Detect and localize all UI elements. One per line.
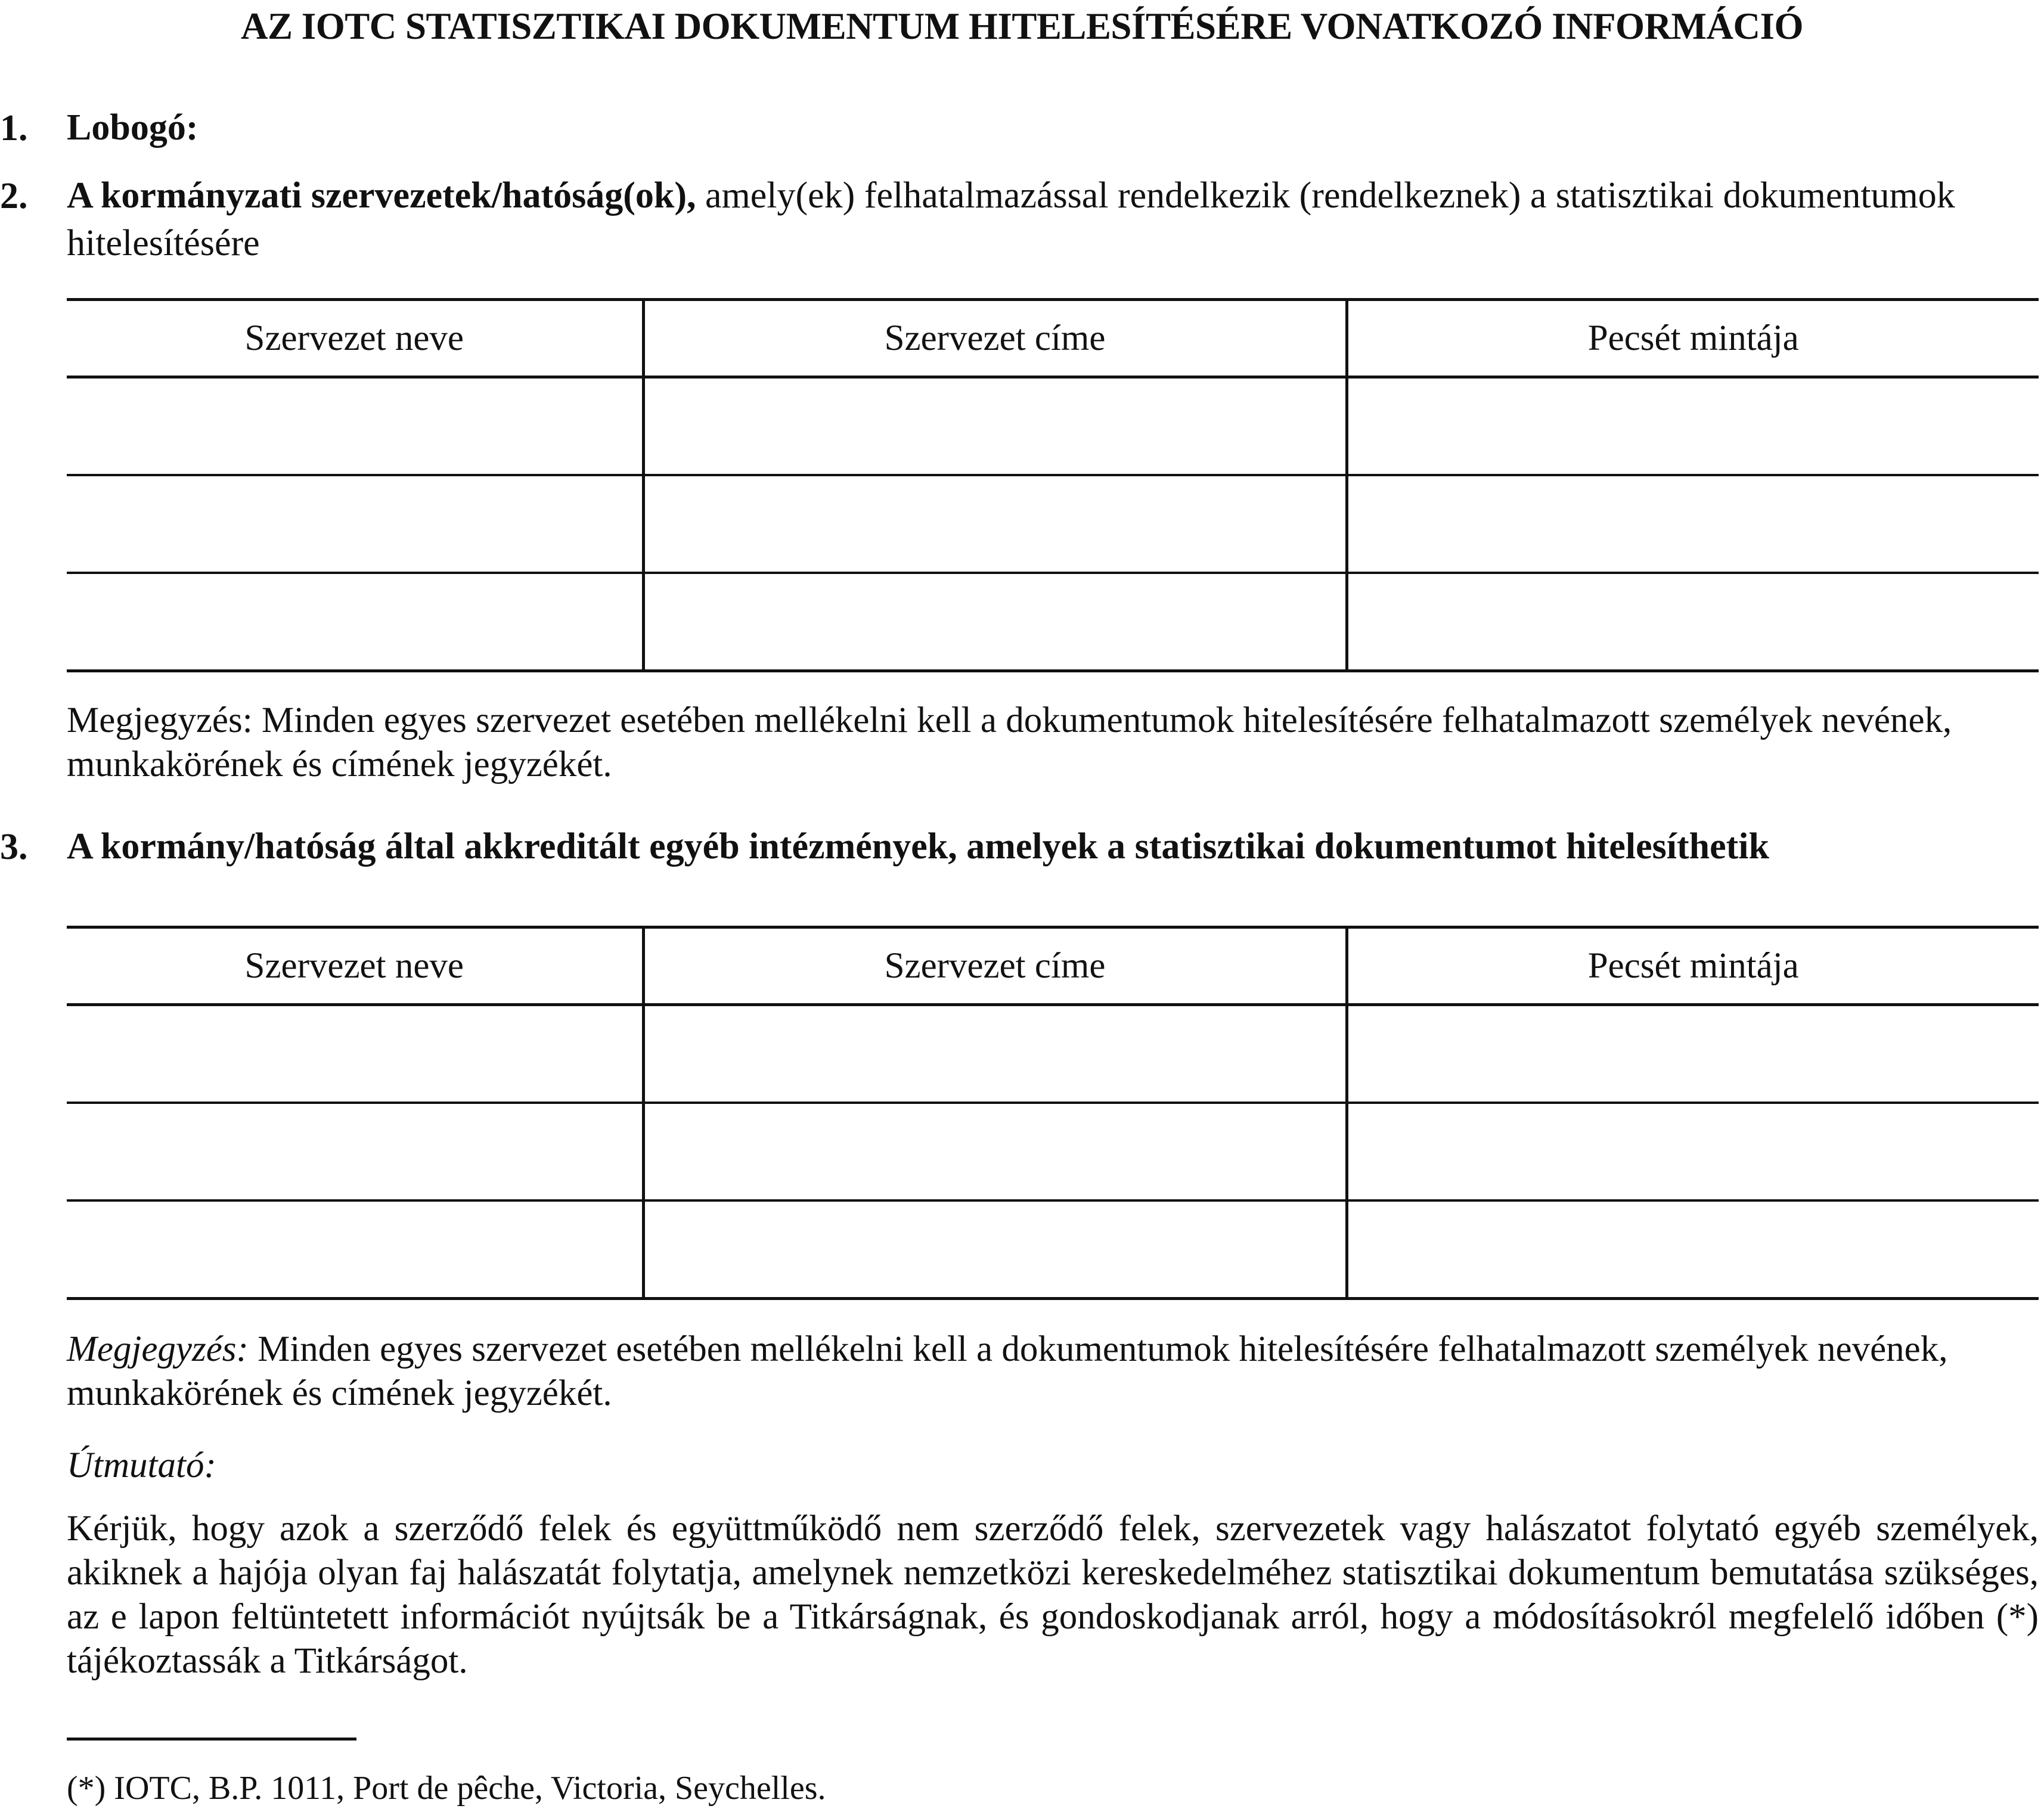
table-cell bbox=[643, 573, 1347, 671]
authorities-table bbox=[67, 298, 2039, 672]
column-header-stamp: Pecsét mintája bbox=[1347, 300, 2039, 377]
note-2-text: Minden egyes szervezet esetében mellékelni kell a dokumentumok hitelesítésére felhatalmazott személyek nevének, munkakörének és címének jegyzékét. bbox=[67, 1329, 1948, 1413]
table-cell bbox=[1347, 573, 2039, 671]
table-header-row bbox=[67, 300, 2039, 377]
table-cell bbox=[67, 1005, 643, 1103]
item-2-number: 2. bbox=[0, 176, 28, 216]
guide-text: Kérjük, hogy azok a szerződő felek és együttműködő nem szerződő felek, szervezetek vagy halászatot folytató egyéb személyek, akiknek a hajója olyan faj halászatát folytatja, amelynek nemzetközi kereskedelméhez statisztikai dokumentum bemutatása szükséges, az e lapon feltüntetett információt nyújtsák be a Titkárságnak, és gondoskodjanak arról, hogy a módosításokról megfelelő időben (*) tájékoztassák a Titkárságot. bbox=[67, 1509, 2039, 1681]
table-row bbox=[67, 475, 2039, 573]
guide-label: Útmutató: bbox=[67, 1445, 216, 1485]
column-header-address: Szervezet címe bbox=[643, 300, 1347, 377]
table-cell bbox=[643, 1005, 1347, 1103]
footnote: (*) IOTC, B.P. 1011, Port de pêche, Victoria, Seychelles. bbox=[67, 1770, 826, 1807]
table-cell bbox=[67, 1200, 643, 1299]
note-1-text: Minden egyes szervezet esetében mellékelni kell a dokumentumok hitelesítésére felhatalmazott személyek nevének, munkakörének és címének jegyzékét. bbox=[67, 700, 1952, 784]
item-1-heading: Lobogó: bbox=[67, 107, 198, 148]
table-header-row bbox=[67, 927, 2039, 1005]
item-3-heading: A kormány/hatóság által akkreditált egyéb intézmények, amelyek a statisztikai dokumentumot hitelesíthetik bbox=[67, 826, 1769, 867]
item-1-number: 1. bbox=[0, 108, 28, 148]
item-3-number: 3. bbox=[0, 827, 28, 867]
item-2-text bbox=[67, 172, 2040, 267]
column-header-name: Szervezet neve bbox=[67, 927, 643, 1005]
accredited-institutions-table bbox=[67, 926, 2039, 1300]
table-cell bbox=[1347, 1200, 2039, 1299]
table-cell bbox=[1347, 475, 2039, 573]
table-cell bbox=[67, 1103, 643, 1200]
note-1 bbox=[67, 699, 2039, 787]
table-cell bbox=[67, 573, 643, 671]
table-cell bbox=[643, 1200, 1347, 1299]
column-header-stamp: Pecsét mintája bbox=[1347, 927, 2039, 1005]
table-cell bbox=[643, 377, 1347, 476]
item-1-text bbox=[67, 104, 2040, 151]
column-header-name: Szervezet neve bbox=[67, 300, 643, 377]
item-2-heading: A kormányzati szervezetek/hatóság(ok), bbox=[67, 175, 696, 216]
table-cell bbox=[67, 377, 643, 476]
table-row bbox=[67, 573, 2039, 671]
table-row bbox=[67, 377, 2039, 476]
column-header-address: Szervezet címe bbox=[643, 927, 1347, 1005]
document-title: AZ IOTC STATISZTIKAI DOKUMENTUM HITELESÍTÉSÉRE VONATKOZÓ INFORMÁCIÓ bbox=[240, 5, 1804, 47]
table-cell bbox=[67, 475, 643, 573]
table-cell bbox=[643, 475, 1347, 573]
footnote-rule bbox=[67, 1738, 356, 1741]
table-cell bbox=[1347, 377, 2039, 476]
table-row bbox=[67, 1005, 2039, 1103]
note-2 bbox=[67, 1327, 2039, 1416]
table-row bbox=[67, 1103, 2039, 1200]
table-cell bbox=[643, 1103, 1347, 1200]
table-row bbox=[67, 1200, 2039, 1299]
note-1-label: Megjegyzés: bbox=[67, 700, 253, 740]
table-cell bbox=[1347, 1103, 2039, 1200]
note-2-label: Megjegyzés: bbox=[67, 1329, 249, 1369]
item-3-text bbox=[67, 823, 2040, 870]
table-cell bbox=[1347, 1005, 2039, 1103]
item-2-body: amely(ek) felhatalmazással rendelkezik (rendelkeznek) a statisztikai dokumentumok hitelesítésére bbox=[67, 175, 1955, 263]
